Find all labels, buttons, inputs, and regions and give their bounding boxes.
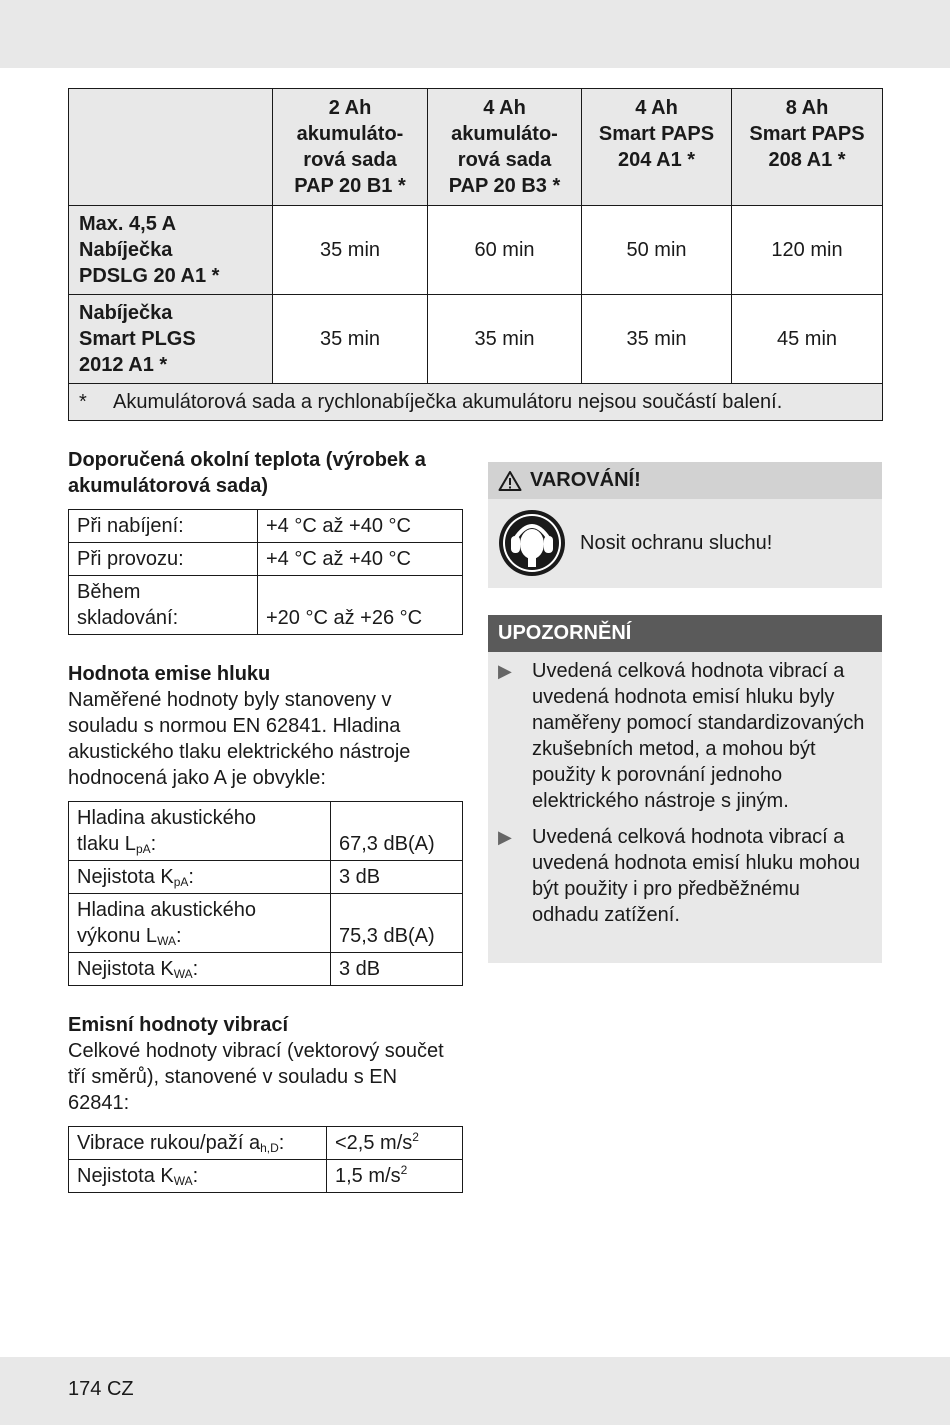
noise-value: 67,3 dB(A) <box>331 802 463 861</box>
noise-label: Hladina akustického tlaku $L_{pA}$: <box>69 802 331 861</box>
bottom-band <box>0 1357 950 1425</box>
vibration-table <box>68 1126 463 1193</box>
charge-time-cell: 120 min <box>732 206 883 295</box>
noise-heading: Hodnota emise hluku <box>68 663 271 685</box>
charge-time-cell: 60 min <box>428 206 582 295</box>
temperature-heading: Doporučená okolní teplota (výrobek a akumulátorová sada) <box>68 449 426 497</box>
vibration-text: Celkové hodnoty vibrací (vektorový součet tří směrů), stanovené v souladu s EN 62841: <box>68 1040 444 1114</box>
table-row <box>69 802 463 861</box>
noise-label: Hladina akustického výkonu $L_{WA}$: <box>69 894 331 953</box>
notice-item-text: Uvedená celková hodnota vibrací a uvedená hodnota emisí hluku mohou být použity i pro předběžnému odhadu zatížení. <box>532 826 861 926</box>
table-row <box>69 543 463 576</box>
warning-text: Nosit ochranu sluchu! <box>580 531 773 554</box>
table-row <box>69 861 463 894</box>
left-column <box>68 447 462 1193</box>
charge-time-cell: 35 min <box>273 206 428 295</box>
vibration-label: Nejistota $K_{WA}$: <box>69 1160 327 1193</box>
vibration-value: <2,5 $m/s^2$ <box>327 1127 463 1160</box>
table-row <box>69 1160 463 1193</box>
charge-time-cell: 50 min <box>582 206 732 295</box>
temperature-table <box>68 509 463 635</box>
header-paps204a1: 4 Ah Smart PAPS 204 A1 * <box>582 89 732 206</box>
table-row <box>69 295 883 384</box>
table-row <box>69 206 883 295</box>
warning-box <box>488 462 882 588</box>
table-row <box>69 894 463 953</box>
charge-time-cell: 45 min <box>732 295 883 384</box>
header-paps208a1: 8 Ah Smart PAPS 208 A1 * <box>732 89 883 206</box>
noise-text: Naměřené hodnoty byly stanoveny v souladu s normou EN 62841. Hladina akustického tlaku elektrického nástroje hodnocená jako A je obvykle: <box>68 689 411 789</box>
charge-time-table <box>68 88 883 421</box>
list-item <box>498 824 872 928</box>
warning-title: VAROVÁNÍ! <box>530 469 641 491</box>
table-row <box>69 953 463 986</box>
noise-label: Nejistota $K_{pA}$: <box>69 861 331 894</box>
charge-time-cell: 35 min <box>428 295 582 384</box>
table-footnote: * Akumulátorová sada a rychlonabíječka akumulátoru nejsou součástí balení. <box>69 384 883 421</box>
noise-label: Nejistota $K_{WA}$: <box>69 953 331 986</box>
row-label-pdslg: Max. 4,5 A Nabíječka PDSLG 20 A1 * <box>69 206 273 295</box>
header-pap20b3: 4 Ah akumuláto- rová sada PAP 20 B3 * <box>428 89 582 206</box>
notice-list <box>488 652 882 928</box>
row-label-plgs: Nabíječka Smart PLGS 2012 A1 * <box>69 295 273 384</box>
header-pap20b1: 2 Ah akumuláto- rová sada PAP 20 B1 * <box>273 89 428 206</box>
charge-time-cell: 35 min <box>582 295 732 384</box>
vibration-label: Vibrace rukou/paží $a_{h,D}$: <box>69 1127 327 1160</box>
top-band <box>0 0 950 68</box>
triangle-bullet-icon: ▶ <box>498 661 512 681</box>
notice-header: UPOZORNĚNÍ <box>488 615 882 652</box>
list-item <box>498 658 872 814</box>
charge-time-cell: 35 min <box>273 295 428 384</box>
vibration-heading: Emisní hodnoty vibrací <box>68 1014 289 1036</box>
temp-label: Během skladování: <box>69 576 258 635</box>
warning-body <box>488 499 882 587</box>
table-footnote-row <box>69 384 883 421</box>
temp-value: +4 °C až +40 °C <box>258 543 463 576</box>
table-row <box>69 1127 463 1160</box>
table-row <box>69 510 463 543</box>
vibration-value: 1,5 $m/s^2$ <box>327 1160 463 1193</box>
header-empty-cell <box>69 89 273 206</box>
noise-value: 3 dB <box>331 861 463 894</box>
noise-value: 3 dB <box>331 953 463 986</box>
notice-box <box>488 615 882 963</box>
temp-value: +4 °C až +40 °C <box>258 510 463 543</box>
temp-label: Při nabíjení: <box>69 510 258 543</box>
warning-header <box>488 462 882 499</box>
temp-value: +20 °C až +26 °C <box>258 576 463 635</box>
ear-protection-icon <box>498 509 566 577</box>
notice-item-text: Uvedená celková hodnota vibrací a uvedená hodnota emisí hluku byly naměřeny pomocí standardizovaných zkušebních metod, a mohou být použity k porovnání jednoho elektrického nástroje s jiným. <box>532 660 865 812</box>
page-number: 174 CZ <box>68 1378 134 1400</box>
triangle-bullet-icon: ▶ <box>498 827 512 847</box>
noise-table <box>68 801 463 986</box>
warning-triangle-icon <box>498 470 522 492</box>
noise-value: 75,3 dB(A) <box>331 894 463 953</box>
table-row <box>69 576 463 635</box>
temp-label: Při provozu: <box>69 543 258 576</box>
